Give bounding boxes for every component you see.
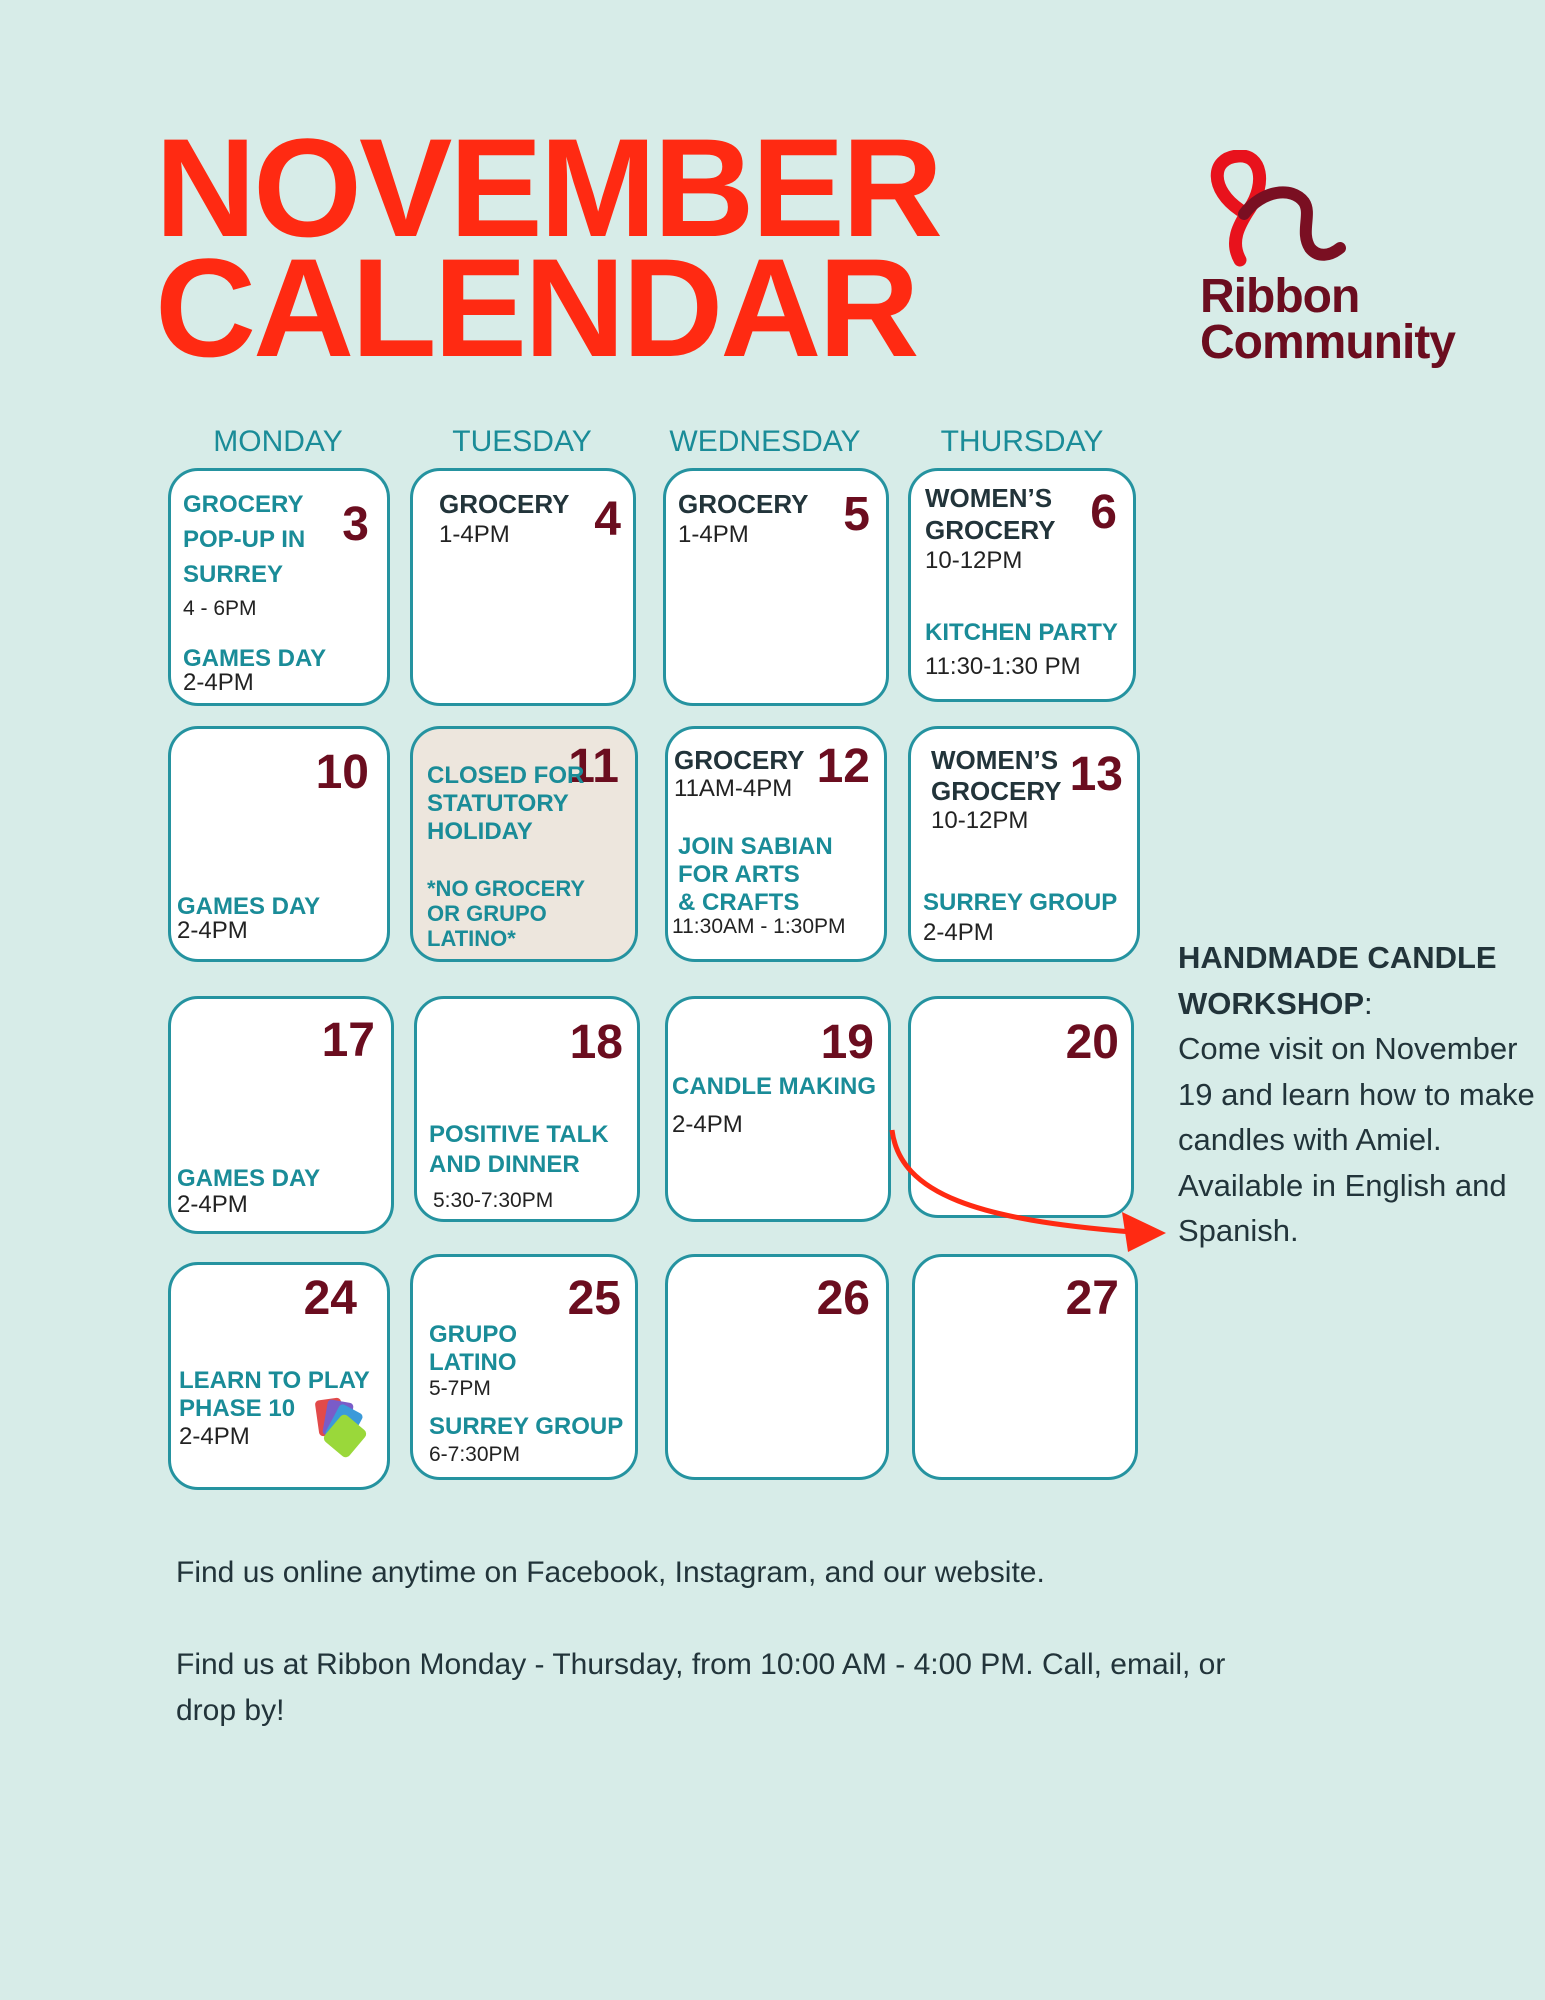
event-label: PHASE 10 [179,1395,296,1422]
day-number: 11 [568,740,619,793]
day-number: 3 [342,498,369,551]
event-label: POSITIVE TALK [429,1121,609,1148]
event-label: WOMEN’S [925,483,1053,513]
event-label: GROCERY [183,491,304,518]
calendar-day-18[interactable] [414,996,640,1222]
event-time: 6-7:30PM [429,1443,521,1466]
event-label: FOR ARTS [678,861,800,888]
day-number: 5 [843,488,870,541]
event-time: 2-4PM [177,1191,248,1218]
playing-cards-icon [309,1395,371,1465]
event-label: GAMES DAY [183,645,327,672]
calendar-day-13[interactable] [908,726,1140,962]
event-time: 5:30-7:30PM [433,1189,554,1212]
day-number: 12 [816,740,870,793]
day-number: 20 [1065,1016,1119,1069]
event-time: 11:30AM - 1:30PM [672,915,846,938]
calendar-day-17[interactable] [168,996,394,1234]
title-line-1: NOVEMBER [155,109,940,266]
event-time: 2-4PM [177,917,248,944]
day-number: 4 [594,493,621,546]
day-number: 27 [1065,1272,1119,1325]
day-header-thursday: THURSDAY [940,425,1104,458]
calendar-day-26[interactable] [665,1254,889,1480]
day-number: 13 [1069,748,1123,801]
day-number: 19 [820,1016,874,1069]
event-label: CANDLE MAKING [672,1073,876,1100]
event-label: OR GRUPO [427,901,547,926]
day-header-tuesday: TUESDAY [452,425,592,458]
calendar-day-12[interactable] [665,726,887,962]
day-header-wednesday: WEDNESDAY [669,425,861,458]
event-time: 11AM-4PM [674,775,793,802]
calendar-day-20[interactable] [908,996,1134,1218]
event-label: WOMEN’S [931,745,1059,775]
event-label: KITCHEN PARTY [925,619,1118,646]
event-label: AND DINNER [429,1151,580,1178]
logo-text-community: Community [1200,316,1455,369]
footer-hours: Find us at Ribbon Monday - Thursday, from 10:00 AM - 4:00 PM. Call, email, or drop by! [176,1648,1226,1727]
event-label: LEARN TO PLAY [179,1367,370,1394]
event-label: GAMES DAY [177,893,321,920]
event-label: *NO GROCERY [427,876,586,901]
calendar-day-25[interactable] [410,1254,638,1480]
event-time: 10-12PM [925,547,1023,574]
event-label: SURREY GROUP [429,1413,624,1440]
day-number: 10 [315,746,369,799]
event-label: LATINO* [427,926,516,951]
day-number: 25 [567,1272,621,1325]
candle-workshop-note [1178,935,1538,1254]
event-label: HOLIDAY [427,818,533,845]
workshop-heading: HANDMADE CANDLE WORKSHOP [1178,940,1497,1021]
title-line-2: CALENDAR [155,229,917,386]
calendar-day-6[interactable] [908,468,1136,702]
event-label: POP-UP IN [183,526,306,553]
calendar-day-5[interactable] [663,468,889,706]
event-label: GROCERY [674,745,805,775]
workshop-heading-colon: : [1364,985,1373,1021]
calendar-day-11[interactable] [410,726,638,962]
event-time: 4 - 6PM [183,597,257,620]
event-time: 2-4PM [923,919,994,946]
event-time: 2-4PM [183,669,254,696]
event-time: 1-4PM [678,521,749,548]
event-label: & CRAFTS [678,889,800,916]
calendar-day-10[interactable] [168,726,390,962]
event-label: GRUPO [429,1321,518,1348]
day-number: 18 [569,1016,623,1069]
event-label: SURREY [183,561,284,588]
day-number: 26 [816,1272,870,1325]
footer-online: Find us online anytime on Facebook, Instagram, and our website. [176,1556,1045,1589]
day-number: 24 [303,1272,357,1325]
workshop-body: Come visit on November 19 and learn how to make candles with Amiel. Available in English and Spanish. [1178,1031,1535,1248]
event-label: GAMES DAY [177,1165,321,1192]
event-time: 5-7PM [429,1377,491,1400]
event-label: CLOSED FOR [427,762,585,789]
event-label: GROCERY [678,489,809,519]
event-time: 11:30-1:30 PM [925,653,1081,680]
calendar-day-4[interactable] [410,468,636,706]
day-number: 6 [1090,486,1117,539]
event-label: GROCERY [931,776,1062,806]
event-label: JOIN SABIAN [678,833,833,860]
calendar-day-24[interactable] [168,1262,390,1490]
event-label: GROCERY [925,515,1056,545]
calendar-day-3[interactable] [168,468,390,706]
event-time: 2-4PM [179,1423,250,1450]
page-title [155,109,940,386]
day-number: 17 [321,1014,375,1067]
event-label: STATUTORY [427,790,569,817]
event-time: 10-12PM [931,807,1029,834]
ribbon-logo-icon [1200,150,1350,268]
day-header-monday: MONDAY [213,425,343,458]
calendar-day-27[interactable] [912,1254,1138,1480]
event-label: GROCERY [439,489,570,519]
event-label: LATINO [429,1349,517,1376]
calendar-day-19[interactable] [665,996,891,1222]
ribbon-community-logo [1200,150,1480,369]
logo-text-ribbon: Ribbon [1200,270,1360,323]
event-label: SURREY GROUP [923,889,1118,916]
event-time: 2-4PM [672,1111,743,1138]
event-time: 1-4PM [439,521,510,548]
